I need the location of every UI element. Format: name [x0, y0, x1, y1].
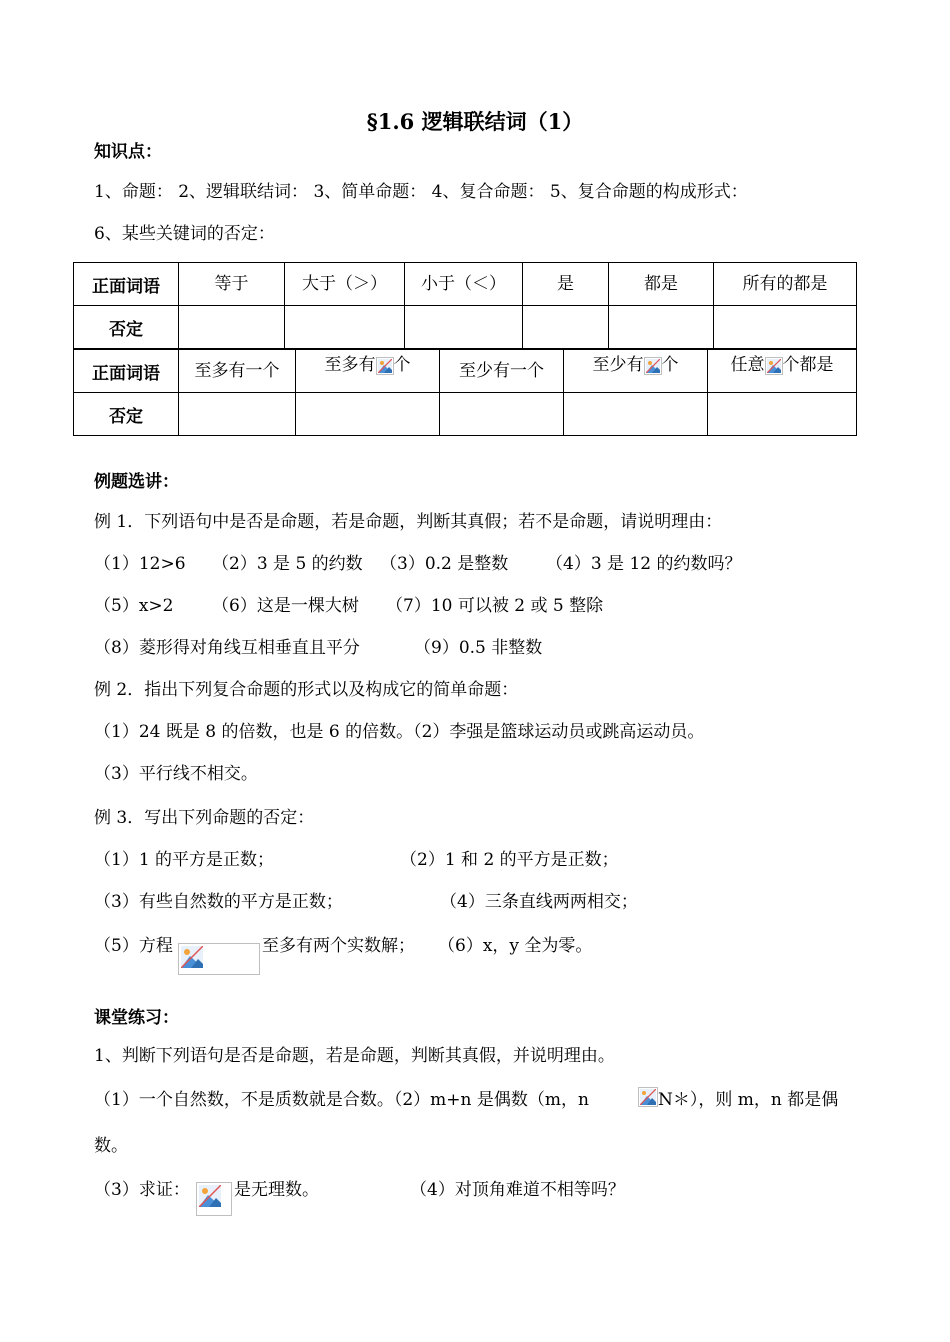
cell-text: 至少有 — [592, 355, 644, 375]
table-cell — [296, 350, 440, 393]
table-cell: 小于（＜） — [405, 263, 523, 306]
table-cell: 是 — [523, 263, 609, 306]
example-1-item: （1）12>6 — [94, 554, 186, 574]
table-cell-empty — [523, 306, 609, 349]
table-header-positive: 正面词语 — [74, 263, 179, 306]
practice-1-item: 数。 — [94, 1136, 128, 1156]
example-3-item: （2）1 和 2 的平方是正数； — [400, 850, 619, 870]
sqrt-image-placeholder — [196, 1182, 232, 1216]
table-cell-empty — [405, 306, 523, 349]
cell-text: 个都是 — [782, 355, 834, 375]
broken-image-icon — [644, 357, 662, 375]
knowledge-line-1: 1、命题： 2、逻辑联结词： 3、简单命题： 4、复合命题： 5、复合命题的构成形式： — [94, 182, 748, 202]
example-1-item: （6）这是一棵大树 — [212, 596, 359, 616]
example-3-item: （6）x，y 全为零。 — [438, 936, 593, 956]
example-3-item: （5）方程 — [94, 936, 173, 956]
example-1-prompt: 例 1．下列语句中是否是命题，若是命题，判断其真假；若不是命题，请说明理由： — [94, 512, 723, 532]
table-cell-empty — [179, 306, 285, 349]
practice-1-prompt: 1、判断下列语句是否是命题，若是命题，判断其真假，并说明理由。 — [94, 1046, 615, 1066]
table-cell-empty — [440, 393, 564, 436]
example-1-item: （9）0.5 非整数 — [414, 638, 543, 658]
negation-table-2 — [73, 349, 857, 436]
table-cell: 所有的都是 — [714, 263, 857, 306]
table-row — [74, 263, 857, 306]
example-1-item: （4）3 是 12 的约数吗？ — [546, 554, 742, 574]
practice-1-item: （1）一个自然数，不是质数就是合数。（2）m+n 是偶数（m，n — [94, 1090, 589, 1110]
negation-table-1 — [73, 262, 857, 349]
table-header-negation: 否定 — [74, 306, 179, 349]
table-cell-empty — [609, 306, 714, 349]
cell-text: 个 — [661, 355, 679, 375]
page-title: §1.6 逻辑联结词（1） — [366, 109, 584, 134]
example-2-item: （3）平行线不相交。 — [94, 764, 258, 784]
practice-1-item: （4）对顶角难道不相等吗？ — [410, 1180, 625, 1200]
table-cell-empty — [296, 393, 440, 436]
knowledge-heading: 知识点： — [94, 142, 162, 162]
table-cell — [708, 350, 857, 393]
table-cell: 都是 — [609, 263, 714, 306]
table-cell-empty — [285, 306, 405, 349]
example-1-item: （7）10 可以被 2 或 5 整除 — [386, 596, 604, 616]
practice-1-item: N＊），则 m，n 都是偶 — [658, 1090, 839, 1110]
knowledge-line-2: 6、某些关键词的否定： — [94, 224, 275, 244]
broken-image-icon — [376, 357, 394, 375]
example-1-item: （2）3 是 5 的约数 — [212, 554, 363, 574]
table-row — [74, 306, 857, 349]
table-cell-empty — [179, 393, 296, 436]
table-cell-empty — [714, 306, 857, 349]
table-cell: 等于 — [179, 263, 285, 306]
table-cell: 至少有一个 — [440, 350, 564, 393]
example-2-prompt: 例 2．指出下列复合命题的形式以及构成它的简单命题： — [94, 680, 519, 700]
example-1-item: （3）0.2 是整数 — [380, 554, 509, 574]
table-cell: 大于（＞） — [285, 263, 405, 306]
table-cell — [564, 350, 708, 393]
cell-text: 至多有 — [324, 355, 376, 375]
practice-heading: 课堂练习： — [94, 1008, 179, 1028]
practice-1-item: 是无理数。 — [234, 1180, 319, 1200]
table-cell-empty — [708, 393, 857, 436]
broken-image-icon — [765, 357, 783, 375]
broken-image-icon — [638, 1087, 658, 1107]
practice-1-item: （3）求证： — [94, 1180, 190, 1200]
table-row — [74, 393, 857, 436]
example-3-prompt: 例 3．写出下列命题的否定： — [94, 808, 315, 828]
equation-image-placeholder — [178, 943, 260, 975]
example-3-item: （4）三条直线两两相交； — [440, 892, 638, 912]
example-1-item: （5）x>2 — [94, 596, 174, 616]
cell-text: 任意 — [730, 355, 765, 375]
table-header-negation: 否定 — [74, 393, 179, 436]
table-header-positive: 正面词语 — [74, 350, 179, 393]
example-3-item: （3）有些自然数的平方是正数； — [94, 892, 343, 912]
examples-heading: 例题选讲： — [94, 472, 179, 492]
example-3-item: （1）1 的平方是正数； — [94, 850, 275, 870]
table-cell: 至多有一个 — [179, 350, 296, 393]
cell-text: 个 — [393, 355, 411, 375]
example-2-item: （1）24 既是 8 的倍数，也是 6 的倍数。（2）李强是篮球运动员或跳高运动员。 — [94, 722, 705, 742]
example-1-item: （8）菱形得对角线互相垂直且平分 — [94, 638, 360, 658]
example-3-item: 至多有两个实数解； — [262, 936, 415, 956]
table-row — [74, 350, 857, 393]
table-cell-empty — [564, 393, 708, 436]
